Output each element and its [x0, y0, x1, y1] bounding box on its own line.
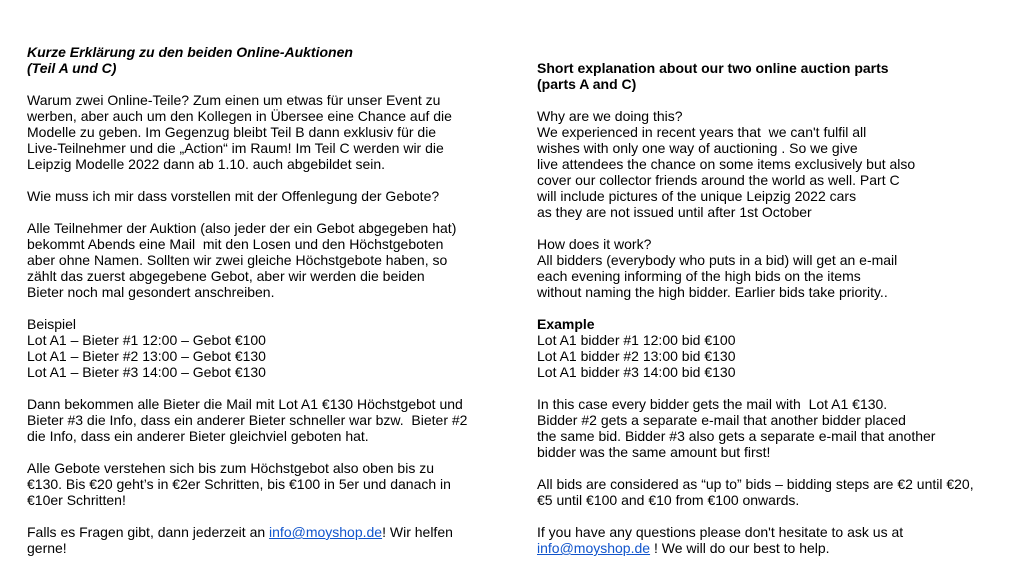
text-line: will include pictures of the unique Leipzig 2022 cars: [537, 188, 857, 204]
german-example-label: Beispiel: [27, 316, 77, 332]
english-how-paragraph: [537, 252, 1017, 300]
text-line: Modelle zu geben. Im Gegenzug bleibt Teil B dann exklusiv für die: [27, 124, 437, 140]
contact-text: ! We will do our best to help.: [650, 540, 830, 556]
text-line: €5 until €100 and €10 from €100 onwards.: [537, 492, 800, 508]
text-line: Alle Gebote verstehen sich bis zum Höchstgebot also oben bis zu: [27, 460, 435, 476]
german-question: Wie muss ich mir dass vorstellen mit der Offenlegung der Gebote?: [27, 188, 440, 204]
english-title-line-1: Short explanation about our two online auction parts: [537, 60, 889, 76]
example-line: Lot A1 – Bieter #1 12:00 – Gebot €100: [27, 332, 266, 348]
text-line: €130. Bis €20 geht’s in €2er Schritten, bis €100 in 5er und danach in: [27, 476, 451, 492]
german-example-list: [27, 332, 507, 380]
text-line: Bieter noch mal gesondert anschreiben.: [27, 284, 275, 300]
english-result-paragraph: [537, 396, 1017, 460]
text-line: All bids are considered as “up to” bids – bidding steps are €2 until €20,: [537, 476, 974, 492]
text-line: live attendees the chance on some items exclusively but also: [537, 156, 916, 172]
text-line: In this case every bidder gets the mail with Lot A1 €130.: [537, 396, 888, 412]
text-line: Warum zwei Online-Teile? Zum einen um etwas für unser Event zu: [27, 92, 441, 108]
english-contact-paragraph: [537, 524, 1017, 556]
text-line: the same bid. Bidder #3 also gets a separate e-mail that another: [537, 428, 936, 444]
text-line: We experienced in recent years that we can't fulfil all: [537, 124, 867, 140]
text-line: werben, aber auch um den Kollegen in Übersee eine Chance auf die: [27, 108, 452, 124]
english-example-list: [537, 332, 1017, 380]
german-result-paragraph: [27, 396, 507, 444]
contact-text: ! Wir helfen: [382, 524, 453, 540]
text-line: without naming the high bidder. Earlier bids take priority..: [537, 284, 888, 300]
text-line: bekommt Abends eine Mail mit den Losen und den Höchstgeboten: [27, 236, 444, 252]
text-line: wishes with only one way of auctioning . So we give: [537, 140, 858, 156]
text-line: aber ohne Namen. Sollten wir zwei gleiche Höchstgebote haben, so: [27, 252, 448, 268]
text-line: as they are not issued until after 1st October: [537, 204, 812, 220]
english-intro-paragraph: [537, 124, 1017, 220]
email-link[interactable]: info@moyshop.de: [537, 540, 651, 556]
text-line: gerne!: [27, 540, 67, 556]
german-bid-steps-paragraph: [27, 460, 507, 508]
text-line: €10er Schritten!: [27, 492, 126, 508]
english-title-line-2: (parts A and C): [537, 76, 637, 92]
contact-text: Falls es Fragen gibt, dann jederzeit an: [27, 524, 270, 540]
text-line: Leipzig Modelle 2022 dann ab 1.10. auch abgebildet sein.: [27, 156, 386, 172]
example-line: Lot A1 – Bieter #2 13:00 – Gebot €130: [27, 348, 266, 364]
text-line: Bieter #3 die Info, dass ein anderer Bieter schneller war bzw. Bieter #2: [27, 412, 468, 428]
email-link[interactable]: info@moyshop.de: [269, 524, 383, 540]
english-question-how: How does it work?: [537, 236, 652, 252]
text-line: Bidder #2 gets a separate e-mail that another bidder placed: [537, 412, 906, 428]
german-intro-paragraph: [27, 92, 507, 172]
text-line: cover our collector friends around the world as well. Part C: [537, 172, 900, 188]
text-line: each evening informing of the high bids on the items: [537, 268, 861, 284]
example-line: Lot A1 bidder #1 12:00 bid €100: [537, 332, 736, 348]
example-line: Lot A1 bidder #2 13:00 bid €130: [537, 348, 736, 364]
german-title-line-2: (Teil A und C): [27, 60, 117, 76]
text-line: zählt das zuerst abgegebene Gebot, aber wir werden die beiden: [27, 268, 425, 284]
example-line: Lot A1 – Bieter #3 14:00 – Gebot €130: [27, 364, 266, 380]
english-example-label: Example: [537, 316, 595, 332]
english-bid-steps-paragraph: [537, 476, 1017, 508]
german-contact-paragraph: [27, 524, 507, 556]
text-line: Live-Teilnehmer und die „Action“ im Raum! Im Teil C werden wir die: [27, 140, 444, 156]
english-question-why: Why are we doing this?: [537, 108, 683, 124]
german-disclosure-paragraph: [27, 220, 507, 300]
text-line: All bidders (everybody who puts in a bid) will get an e-mail: [537, 252, 898, 268]
text-line: Dann bekommen alle Bieter die Mail mit Lot A1 €130 Höchstgebot und: [27, 396, 463, 412]
text-line: Alle Teilnehmer der Auktion (also jeder der ein Gebot abgegeben hat): [27, 220, 457, 236]
text-line: die Info, dass ein anderer Bieter gleichviel geboten hat.: [27, 428, 369, 444]
german-title-line-1: Kurze Erklärung zu den beiden Online-Auktionen: [27, 44, 353, 60]
german-column: [27, 44, 507, 556]
example-line: Lot A1 bidder #3 14:00 bid €130: [537, 364, 736, 380]
text-line: If you have any questions please don't hesitate to ask us at: [537, 524, 904, 540]
text-line: bidder was the same amount but first!: [537, 444, 771, 460]
english-column: [537, 60, 1017, 556]
